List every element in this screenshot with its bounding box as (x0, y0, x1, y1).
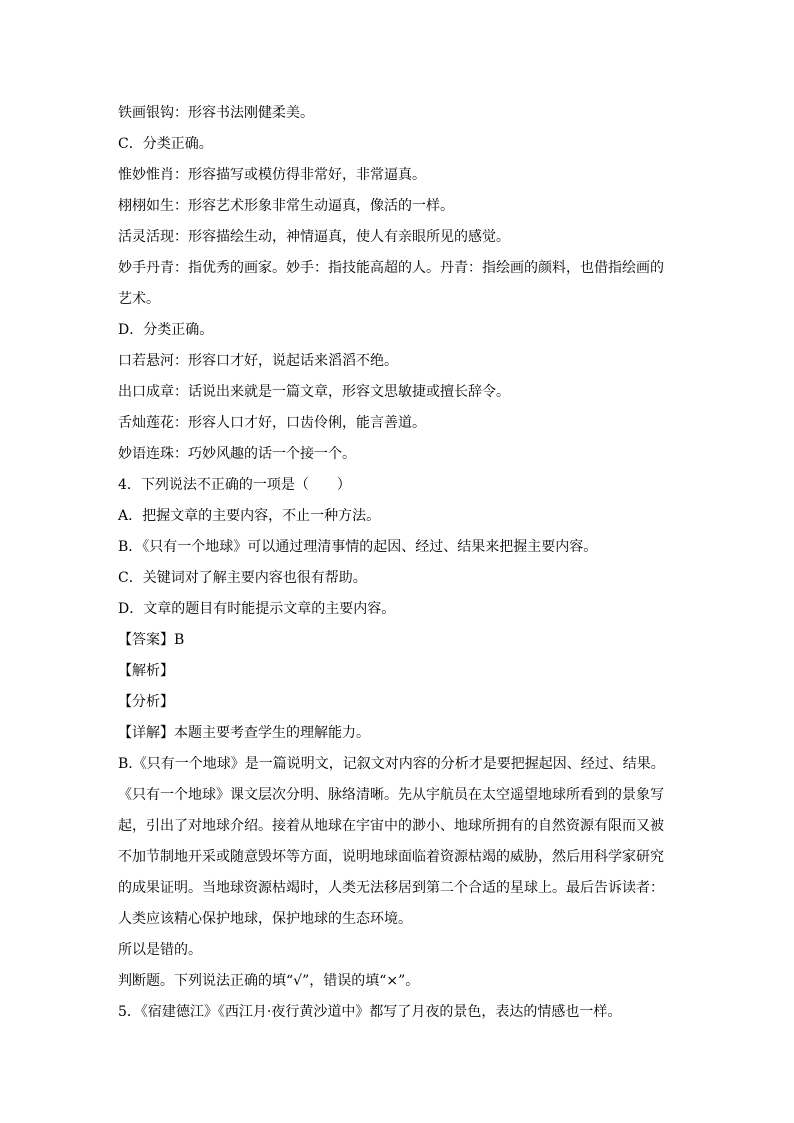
question-4-stem: 4．下列说法不正确的一项是（ ） (118, 477, 351, 493)
text-line: 人类应该精心保护地球，保护地球的生态环境。 (118, 911, 412, 927)
analysis-label: 【解析】 (118, 663, 174, 679)
text-line: D．分类正确。 (118, 322, 214, 338)
option-d: D．文章的题目有时能提示文章的主要内容。 (118, 601, 396, 617)
text-line: 妙手丹青：指优秀的画家。妙手：指技能高超的人。丹青：指绘画的颜料，也借指绘画的 (118, 260, 664, 276)
text-line: 艺术。 (118, 291, 160, 307)
answer-label: 【答案】B (118, 632, 185, 648)
section-heading: 判断题。下列说法正确的填“√”，错误的填“×”。 (118, 973, 420, 989)
text-line: B.《只有一个地球》是一篇说明文，记叙文对内容的分析才是要把握起因、经过、结果。 (118, 756, 665, 772)
text-line: 妙语连珠：巧妙风趣的话一个接一个。 (118, 446, 356, 462)
question-5-stem: 5．《宿建德江》《西江月·夜行黄沙道中》都写了月夜的景色，表达的情感也一样。 (118, 1004, 622, 1020)
detail-label: 【详解】本题主要考查学生的理解能力。 (118, 725, 370, 741)
text-line: 起，引出了对地球介绍。接着从地球在宇宙中的渺小、地球所拥有的自然资源有限而又被 (118, 818, 664, 834)
text-line: 口若悬河：形容口才好，说起话来滔滔不绝。 (118, 353, 398, 369)
analysis-sub-label: 【分析】 (118, 694, 174, 710)
text-line: C．分类正确。 (118, 136, 213, 152)
text-line: 惟妙惟肖：形容描写或模仿得非常好，非常逼真。 (118, 167, 426, 183)
document-page (118, 98, 678, 1028)
option-b: B．《只有一个地球》可以通过理清事情的起因、经过、结果来把握主要内容。 (118, 539, 598, 555)
option-c: C．关键词对了解主要内容也很有帮助。 (118, 570, 367, 586)
text-line: 栩栩如生：形容艺术形象非常生动逼真，像活的一样。 (118, 198, 454, 214)
text-line: 不加节制地开采或随意毁坏等方面，说明地球面临着资源枯竭的威胁，然后用科学家研究 (118, 849, 664, 865)
text-line: 《只有一个地球》课文层次分明、脉络清晰。先从宇航员在太空遥望地球所看到的景象写 (118, 787, 664, 803)
text-line: 出口成章：话说出来就是一篇文章，形容文思敏捷或擅长辞令。 (118, 384, 510, 400)
text-line: 的成果证明。当地球资源枯竭时，人类无法移居到第二个合适的星球上。最后告诉读者： (118, 880, 664, 896)
text-line: 活灵活现：形容描绘生动，神情逼真，使人有亲眼所见的感觉。 (118, 229, 510, 245)
text-line: 铁画银钩：形容书法刚健柔美。 (118, 105, 314, 121)
text-line: 舌灿莲花：形容人口才好，口齿伶俐，能言善道。 (118, 415, 426, 431)
text-line: 所以是错的。 (118, 942, 202, 958)
option-a: A．把握文章的主要内容，不止一种方法。 (118, 508, 381, 524)
